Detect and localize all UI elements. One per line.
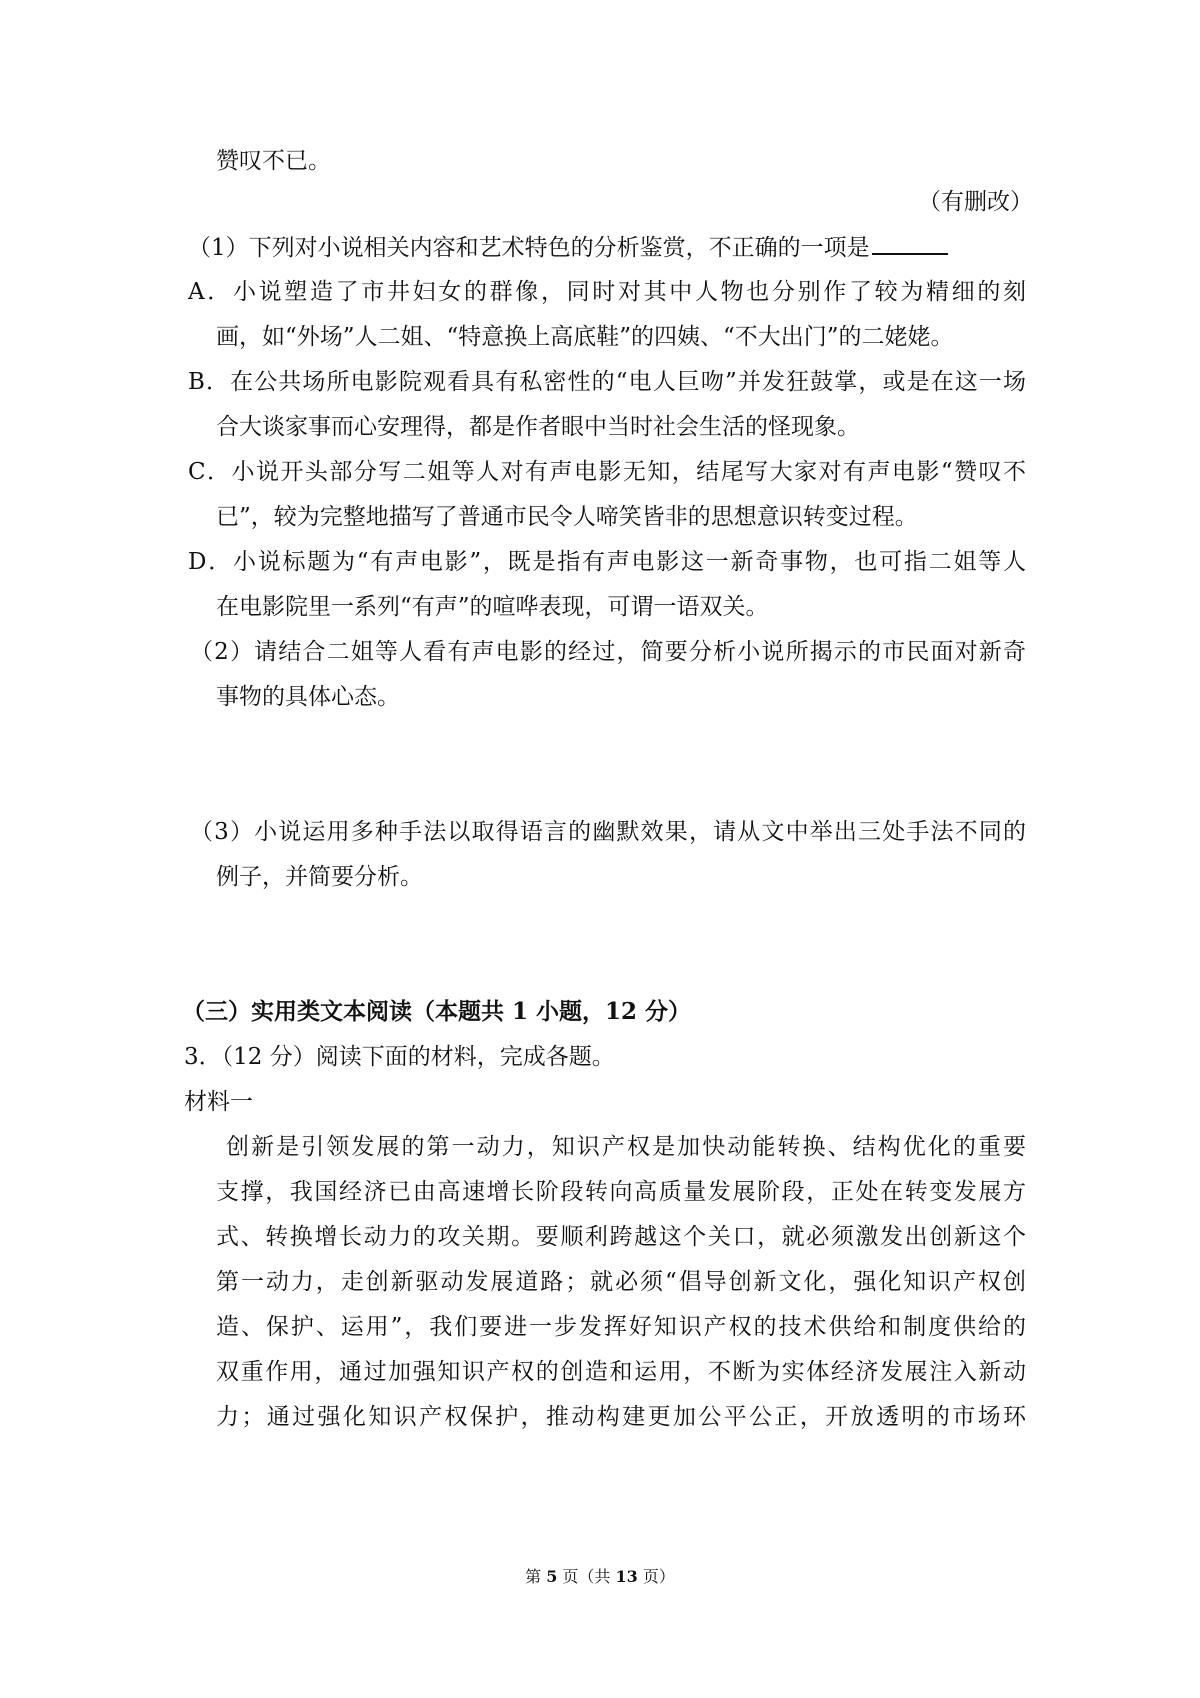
footer-total-pages: 13: [615, 1567, 638, 1586]
section-heading: （三）实用类文本阅读（本题共 1 小题，12 分）: [182, 998, 692, 1025]
question-1: [188, 231, 948, 264]
material-line: 支撑，我国经济已由高速增长阶段转向高质量发展阶段，正处在转变发展方: [216, 1179, 1026, 1205]
material-line: 式、转换增长动力的攻关期。要顺利跨越这个关口，就必须激发出创新这个: [216, 1224, 1026, 1250]
material-line: 创新是引领发展的第一动力，知识产权是加快动能转换、结构优化的重要: [226, 1134, 1026, 1160]
question-2-line-1: （2）请结合二姐等人看有声电影的经过，简要分析小说所揭示的市民面对新奇: [190, 639, 1026, 665]
material-line: 双重作用，通过加强知识产权的创造和运用，不断为实体经济发展注入新动: [216, 1359, 1026, 1385]
option-a-line-2: 画，如“外场”人二姐、“特意换上高底鞋”的四姨、“不大出门”的二姥姥。: [216, 324, 954, 350]
option-c-line-1: C．小说开头部分写二姐等人对有声电影无知，结尾写大家对有声电影“赞叹不: [188, 459, 1026, 485]
question-3-line-2: 例子，并简要分析。: [216, 864, 423, 890]
material-line: 造、保护、运用”，我们要进一步发挥好知识产权的技术供给和制度供给的: [216, 1314, 1026, 1340]
question-1-text: （1）下列对小说相关内容和艺术特色的分析鉴赏，不正确的一项是: [188, 235, 870, 261]
answer-blank: [872, 231, 948, 255]
page-footer: [0, 1566, 1200, 1588]
option-c-line-2: 已”，较为完整地描写了普通市民令人啼笑皆非的思想意识转变过程。: [216, 504, 918, 530]
material-line: 第一动力，走创新驱动发展道路；就必须“倡导创新文化，强化知识产权创: [216, 1269, 1026, 1295]
footer-middle: 页（共: [557, 1567, 616, 1586]
source-note: （有删改）: [918, 189, 1033, 215]
question-2-line-2: 事物的具体心态。: [216, 684, 400, 710]
task-instruction: 3．（12 分）阅读下面的材料，完成各题。: [184, 1044, 615, 1070]
material-label: 材料一: [184, 1089, 253, 1115]
continued-text: 赞叹不已。: [216, 148, 331, 174]
footer-prefix: 第: [525, 1567, 547, 1586]
option-b-line-2: 合大谈家事而心安理得，都是作者眼中当时社会生活的怪现象。: [216, 414, 860, 440]
option-a-line-1: A．小说塑造了市井妇女的群像，同时对其中人物也分别作了较为精细的刻: [188, 279, 1026, 305]
footer-page-number: 5: [546, 1567, 558, 1586]
question-3-line-1: （3）小说运用多种手法以取得语言的幽默效果，请从文中举出三处手法不同的: [190, 819, 1026, 845]
footer-suffix: 页）: [637, 1567, 675, 1586]
option-d-line-1: D．小说标题为“有声电影”，既是指有声电影这一新奇事物，也可指二姐等人: [188, 549, 1026, 575]
option-b-line-1: B．在公共场所电影院观看具有私密性的“电人巨吻”并发狂鼓掌，或是在这一场: [188, 369, 1026, 395]
option-d-line-2: 在电影院里一系列“有声”的喧哗表现，可谓一语双关。: [216, 594, 769, 620]
material-line: 力；通过强化知识产权保护，推动构建更加公平公正，开放透明的市场环: [216, 1404, 1026, 1430]
